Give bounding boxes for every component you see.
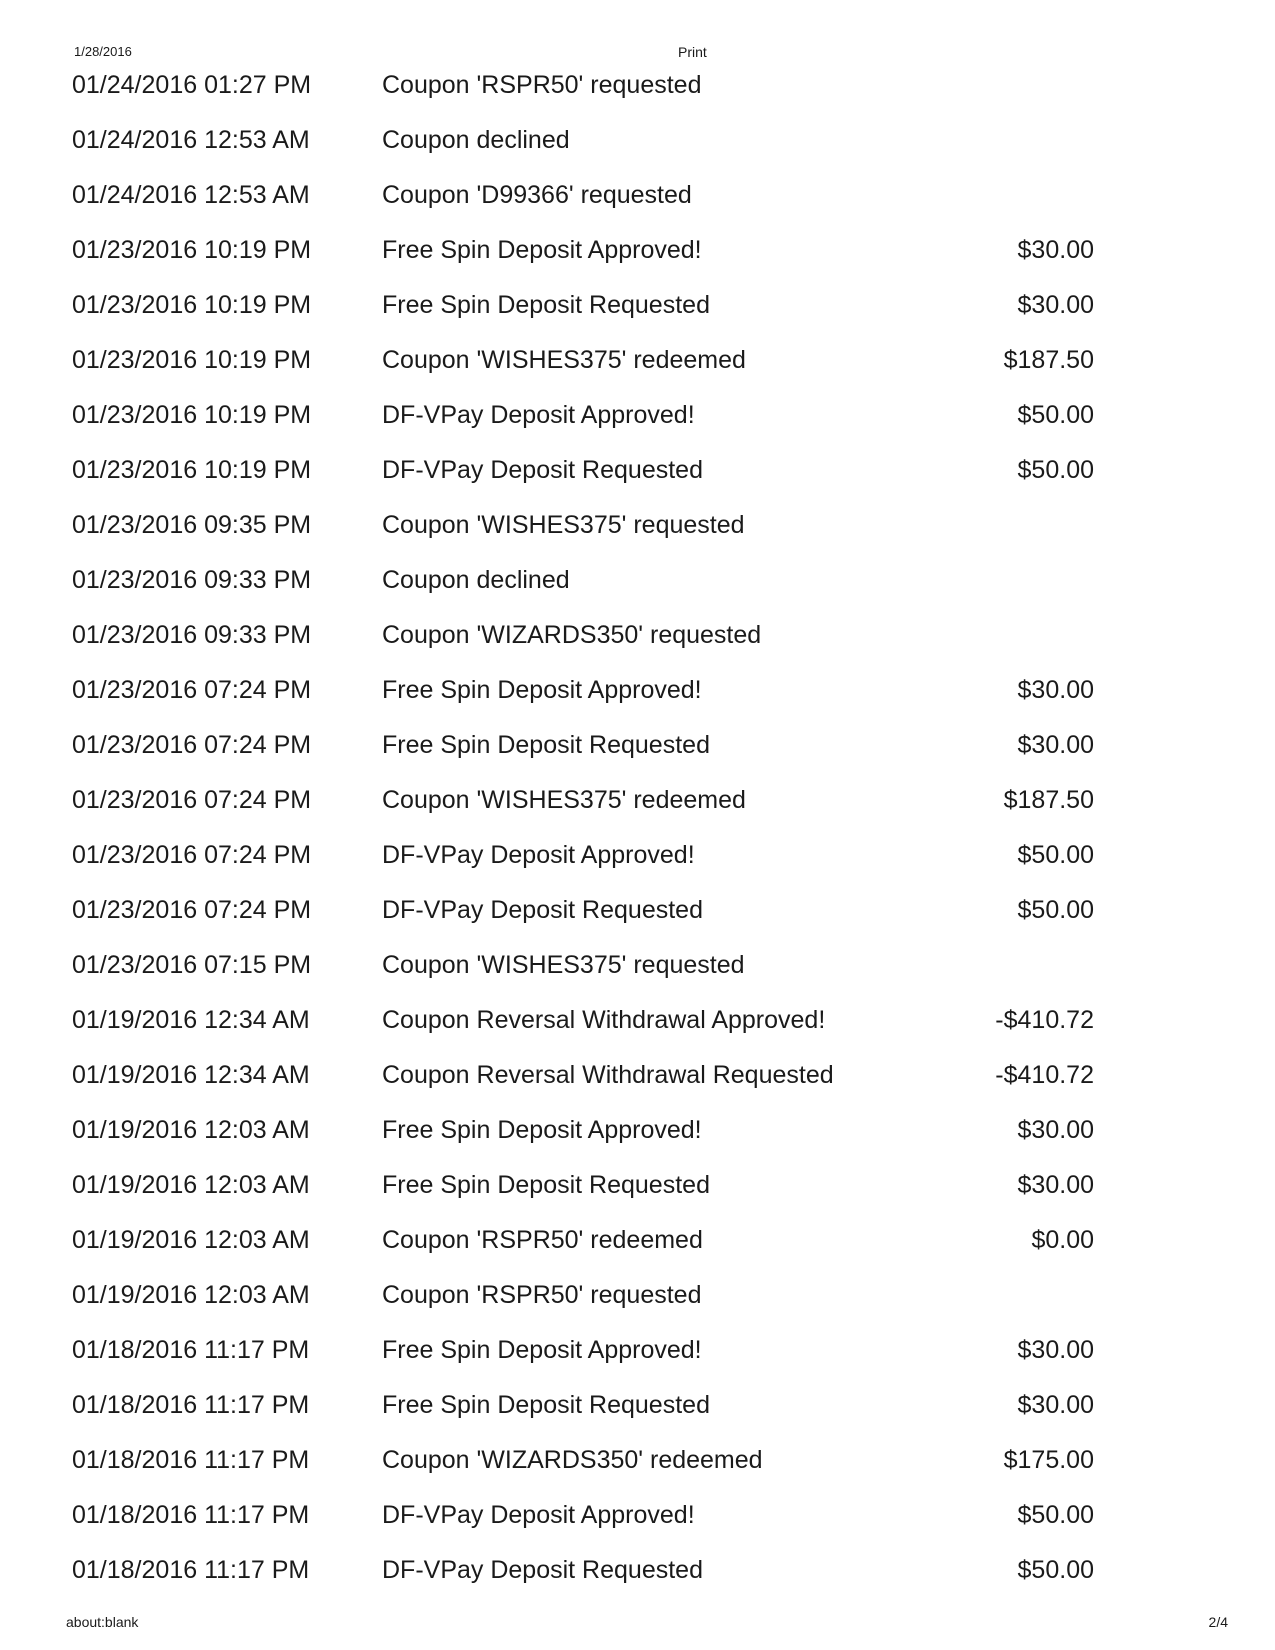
transaction-amount: $50.00 — [1017, 896, 1094, 924]
transaction-amount: $30.00 — [1017, 731, 1094, 759]
transaction-row — [0, 168, 1275, 223]
transaction-row — [0, 113, 1275, 168]
transaction-amount: $30.00 — [1017, 1336, 1094, 1364]
transaction-amount: $50.00 — [1017, 1556, 1094, 1584]
transaction-description: Coupon declined — [382, 126, 570, 154]
transaction-description: Free Spin Deposit Requested — [382, 731, 710, 759]
transaction-date: 01/23/2016 07:24 PM — [72, 676, 312, 704]
transaction-row — [0, 1433, 1275, 1488]
transaction-description: Free Spin Deposit Requested — [382, 1171, 710, 1199]
footer-url: about:blank — [66, 1614, 139, 1630]
transaction-row — [0, 1048, 1275, 1103]
transaction-description: Coupon 'WIZARDS350' requested — [382, 621, 762, 649]
transaction-row — [0, 1378, 1275, 1433]
transaction-date: 01/23/2016 10:19 PM — [72, 236, 312, 264]
transaction-amount: $30.00 — [1017, 291, 1094, 319]
transaction-row — [0, 718, 1275, 773]
transaction-date: 01/19/2016 12:03 AM — [72, 1226, 310, 1254]
transaction-description: DF-VPay Deposit Requested — [382, 456, 703, 484]
transaction-row — [0, 1323, 1275, 1378]
transaction-date: 01/23/2016 07:15 PM — [72, 951, 312, 979]
transaction-description: Coupon 'WIZARDS350' redeemed — [382, 1446, 763, 1474]
transaction-description: DF-VPay Deposit Requested — [382, 1556, 703, 1584]
transaction-row — [0, 993, 1275, 1048]
transaction-row — [0, 278, 1275, 333]
transaction-amount: $187.50 — [1003, 346, 1094, 374]
transaction-amount: $30.00 — [1017, 676, 1094, 704]
transaction-description: DF-VPay Deposit Approved! — [382, 841, 695, 869]
transaction-date: 01/24/2016 12:53 AM — [72, 181, 310, 209]
print-footer — [0, 1614, 1275, 1632]
transaction-row — [0, 553, 1275, 608]
print-date: 1/28/2016 — [74, 44, 132, 59]
transaction-row — [0, 1543, 1275, 1598]
transaction-date: 01/23/2016 09:33 PM — [72, 566, 312, 594]
page-number: 2/4 — [1208, 1614, 1228, 1630]
transaction-date: 01/23/2016 07:24 PM — [72, 731, 312, 759]
transaction-row — [0, 388, 1275, 443]
transaction-date: 01/18/2016 11:17 PM — [72, 1391, 310, 1419]
transaction-description: Free Spin Deposit Requested — [382, 291, 710, 319]
transaction-row — [0, 663, 1275, 718]
transaction-row — [0, 883, 1275, 938]
transaction-date: 01/19/2016 12:34 AM — [72, 1061, 310, 1089]
transaction-row — [0, 608, 1275, 663]
transaction-row — [0, 1488, 1275, 1543]
transaction-description: Coupon 'D99366' requested — [382, 181, 692, 209]
transaction-date: 01/23/2016 09:33 PM — [72, 621, 312, 649]
transaction-description: Coupon 'RSPR50' requested — [382, 71, 702, 99]
transaction-date: 01/24/2016 01:27 PM — [72, 71, 312, 99]
transaction-amount: $50.00 — [1017, 456, 1094, 484]
transaction-description: Coupon 'WISHES375' redeemed — [382, 786, 746, 814]
transaction-description: Free Spin Deposit Approved! — [382, 676, 702, 704]
transaction-row — [0, 1268, 1275, 1323]
transaction-date: 01/24/2016 12:53 AM — [72, 126, 310, 154]
print-title: Print — [678, 44, 707, 60]
transaction-row — [0, 1103, 1275, 1158]
transaction-amount: $175.00 — [1003, 1446, 1094, 1474]
transaction-description: Coupon declined — [382, 566, 570, 594]
transaction-description: Coupon 'WISHES375' redeemed — [382, 346, 746, 374]
transaction-description: Coupon Reversal Withdrawal Requested — [382, 1061, 834, 1089]
transaction-date: 01/18/2016 11:17 PM — [72, 1501, 310, 1529]
transaction-amount: $30.00 — [1017, 236, 1094, 264]
transaction-date: 01/19/2016 12:03 AM — [72, 1171, 310, 1199]
transaction-date: 01/19/2016 12:34 AM — [72, 1006, 310, 1034]
transaction-row — [0, 223, 1275, 278]
transaction-date: 01/23/2016 10:19 PM — [72, 456, 312, 484]
transaction-row — [0, 828, 1275, 883]
transaction-description: Coupon 'WISHES375' requested — [382, 511, 745, 539]
transaction-amount: $30.00 — [1017, 1391, 1094, 1419]
transaction-row — [0, 773, 1275, 828]
transaction-row — [0, 333, 1275, 388]
transaction-date: 01/18/2016 11:17 PM — [72, 1446, 310, 1474]
transaction-description: Coupon 'RSPR50' requested — [382, 1281, 702, 1309]
transaction-date: 01/23/2016 07:24 PM — [72, 896, 312, 924]
transaction-row — [0, 1158, 1275, 1213]
transaction-description: Coupon 'RSPR50' redeemed — [382, 1226, 703, 1254]
transaction-date: 01/18/2016 11:17 PM — [72, 1336, 310, 1364]
transaction-description: DF-VPay Deposit Approved! — [382, 401, 695, 429]
transaction-date: 01/23/2016 07:24 PM — [72, 786, 312, 814]
transaction-amount: $30.00 — [1017, 1116, 1094, 1144]
transaction-description: Coupon Reversal Withdrawal Approved! — [382, 1006, 826, 1034]
transaction-amount: $0.00 — [1031, 1226, 1094, 1254]
transaction-amount: $30.00 — [1017, 1171, 1094, 1199]
transaction-date: 01/23/2016 10:19 PM — [72, 291, 312, 319]
transaction-date: 01/18/2016 11:17 PM — [72, 1556, 310, 1584]
transaction-description: Free Spin Deposit Approved! — [382, 1116, 702, 1144]
transaction-date: 01/23/2016 09:35 PM — [72, 511, 312, 539]
transaction-amount: -$410.72 — [995, 1006, 1094, 1034]
transaction-amount: $50.00 — [1017, 1501, 1094, 1529]
transaction-date: 01/23/2016 10:19 PM — [72, 401, 312, 429]
transaction-description: Free Spin Deposit Approved! — [382, 1336, 702, 1364]
transaction-row — [0, 58, 1275, 113]
transaction-date: 01/23/2016 10:19 PM — [72, 346, 312, 374]
transaction-row — [0, 938, 1275, 993]
transaction-list — [0, 58, 1275, 1598]
transaction-date: 01/19/2016 12:03 AM — [72, 1281, 310, 1309]
transaction-amount: $187.50 — [1003, 786, 1094, 814]
transaction-row — [0, 1213, 1275, 1268]
transaction-row — [0, 498, 1275, 553]
transaction-description: DF-VPay Deposit Approved! — [382, 1501, 695, 1529]
transaction-description: Coupon 'WISHES375' requested — [382, 951, 745, 979]
transaction-amount: -$410.72 — [995, 1061, 1094, 1089]
transaction-description: DF-VPay Deposit Requested — [382, 896, 703, 924]
transaction-date: 01/23/2016 07:24 PM — [72, 841, 312, 869]
transaction-date: 01/19/2016 12:03 AM — [72, 1116, 310, 1144]
transaction-amount: $50.00 — [1017, 401, 1094, 429]
transaction-description: Free Spin Deposit Approved! — [382, 236, 702, 264]
transaction-row — [0, 443, 1275, 498]
transaction-description: Free Spin Deposit Requested — [382, 1391, 710, 1419]
transaction-amount: $50.00 — [1017, 841, 1094, 869]
